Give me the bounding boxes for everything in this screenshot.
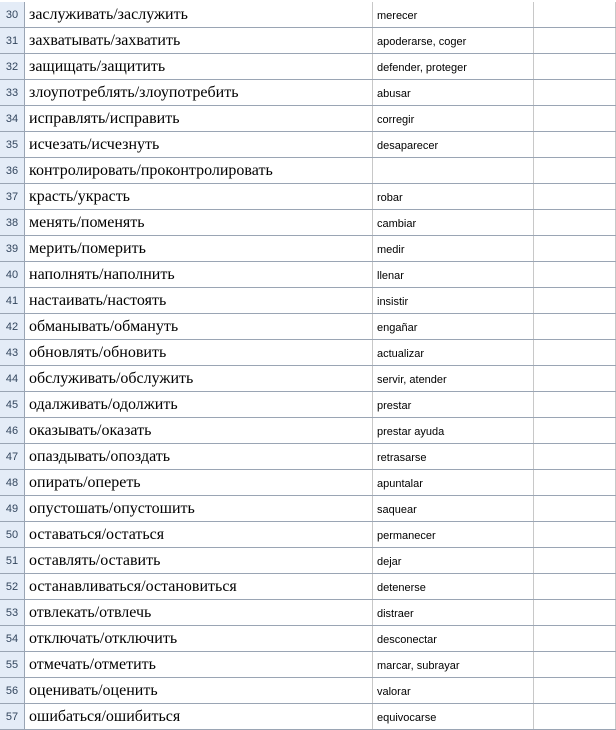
row-number[interactable]: 55 — [0, 652, 25, 677]
spanish-translation-cell[interactable]: detenerse — [373, 574, 534, 599]
empty-cell[interactable] — [534, 210, 616, 235]
row-number[interactable]: 46 — [0, 418, 25, 443]
row-number[interactable]: 40 — [0, 262, 25, 287]
russian-verb-cell[interactable]: исправлять/исправить — [25, 106, 373, 131]
russian-verb-cell[interactable]: опирать/опереть — [25, 470, 373, 495]
table-row — [0, 236, 616, 262]
russian-verb-cell[interactable]: опаздывать/опоздать — [25, 444, 373, 469]
row-number[interactable]: 34 — [0, 106, 25, 131]
spanish-translation-cell[interactable]: prestar — [373, 392, 534, 417]
empty-cell[interactable] — [534, 392, 616, 417]
spanish-translation-cell[interactable]: equivocarse — [373, 704, 534, 729]
empty-cell[interactable] — [534, 652, 616, 677]
row-number[interactable]: 48 — [0, 470, 25, 495]
empty-cell[interactable] — [534, 340, 616, 365]
russian-verb-cell[interactable]: исчезать/исчезнуть — [25, 132, 373, 157]
row-number[interactable]: 35 — [0, 132, 25, 157]
row-number[interactable]: 56 — [0, 678, 25, 703]
table-row — [0, 366, 616, 392]
empty-cell[interactable] — [534, 314, 616, 339]
table-row — [0, 106, 616, 132]
table-row — [0, 2, 616, 28]
rows-container — [0, 2, 616, 730]
russian-verb-cell[interactable]: мерить/померить — [25, 236, 373, 261]
empty-cell[interactable] — [534, 678, 616, 703]
empty-cell[interactable] — [534, 704, 616, 729]
row-number[interactable]: 49 — [0, 496, 25, 521]
russian-verb-cell[interactable]: обманывать/обмануть — [25, 314, 373, 339]
spanish-translation-cell[interactable]: marcar, subrayar — [373, 652, 534, 677]
row-number[interactable]: 57 — [0, 704, 25, 729]
russian-verb-cell[interactable]: обновлять/обновить — [25, 340, 373, 365]
russian-verb-cell[interactable]: контролировать/проконтролировать — [25, 158, 373, 183]
russian-verb-cell[interactable]: заслуживать/заслужить — [25, 2, 373, 27]
row-number[interactable]: 42 — [0, 314, 25, 339]
row-number[interactable]: 37 — [0, 184, 25, 209]
empty-cell[interactable] — [534, 28, 616, 53]
spanish-translation-cell[interactable]: distraer — [373, 600, 534, 625]
table-row — [0, 574, 616, 600]
spanish-translation-cell[interactable]: servir, atender — [373, 366, 534, 391]
row-number[interactable]: 36 — [0, 158, 25, 183]
table-row — [0, 548, 616, 574]
spanish-translation-cell[interactable]: engañar — [373, 314, 534, 339]
spanish-translation-cell[interactable]: saquear — [373, 496, 534, 521]
russian-verb-cell[interactable]: опустошать/опустошить — [25, 496, 373, 521]
table-row — [0, 444, 616, 470]
spanish-translation-cell[interactable]: llenar — [373, 262, 534, 287]
table-row — [0, 80, 616, 106]
table-row — [0, 314, 616, 340]
russian-verb-cell[interactable]: оставаться/остаться — [25, 522, 373, 547]
row-number[interactable]: 51 — [0, 548, 25, 573]
table-row — [0, 184, 616, 210]
table-row — [0, 28, 616, 54]
empty-cell[interactable] — [534, 366, 616, 391]
spanish-translation-cell[interactable]: prestar ayuda — [373, 418, 534, 443]
empty-cell[interactable] — [534, 106, 616, 131]
table-row — [0, 340, 616, 366]
empty-cell[interactable] — [534, 600, 616, 625]
row-number[interactable]: 45 — [0, 392, 25, 417]
table-row — [0, 132, 616, 158]
russian-verb-cell[interactable]: обслуживать/обслужить — [25, 366, 373, 391]
spanish-translation-cell[interactable]: insistir — [373, 288, 534, 313]
table-row — [0, 522, 616, 548]
russian-verb-cell[interactable]: оценивать/оценить — [25, 678, 373, 703]
empty-cell[interactable] — [534, 548, 616, 573]
spanish-translation-cell[interactable]: defender, proteger — [373, 54, 534, 79]
empty-cell[interactable] — [534, 54, 616, 79]
russian-verb-cell[interactable]: злоупотреблять/злоупотребить — [25, 80, 373, 105]
spanish-translation-cell[interactable]: dejar — [373, 548, 534, 573]
table-row — [0, 600, 616, 626]
spanish-translation-cell[interactable]: corregir — [373, 106, 534, 131]
row-number[interactable]: 39 — [0, 236, 25, 261]
empty-cell[interactable] — [534, 184, 616, 209]
spanish-translation-cell[interactable]: desconectar — [373, 626, 534, 651]
row-number[interactable]: 54 — [0, 626, 25, 651]
table-row — [0, 652, 616, 678]
russian-verb-cell[interactable]: красть/украсть — [25, 184, 373, 209]
spanish-translation-cell[interactable]: cambiar — [373, 210, 534, 235]
spanish-translation-cell[interactable]: abusar — [373, 80, 534, 105]
russian-verb-cell[interactable]: оказывать/оказать — [25, 418, 373, 443]
row-number[interactable]: 43 — [0, 340, 25, 365]
row-number[interactable]: 50 — [0, 522, 25, 547]
spanish-translation-cell[interactable]: valorar — [373, 678, 534, 703]
spanish-translation-cell[interactable]: apuntalar — [373, 470, 534, 495]
row-number[interactable]: 44 — [0, 366, 25, 391]
empty-cell[interactable] — [534, 236, 616, 261]
row-number[interactable]: 33 — [0, 80, 25, 105]
spanish-translation-cell[interactable]: apoderarse, coger — [373, 28, 534, 53]
spanish-translation-cell[interactable]: permanecer — [373, 522, 534, 547]
row-number[interactable]: 41 — [0, 288, 25, 313]
empty-cell[interactable] — [534, 262, 616, 287]
empty-cell[interactable] — [534, 418, 616, 443]
empty-cell[interactable] — [534, 626, 616, 651]
russian-verb-cell[interactable]: менять/поменять — [25, 210, 373, 235]
russian-verb-cell[interactable]: оставлять/оставить — [25, 548, 373, 573]
russian-verb-cell[interactable]: отключать/отключить — [25, 626, 373, 651]
empty-cell[interactable] — [534, 80, 616, 105]
spanish-translation-cell[interactable]: merecer — [373, 2, 534, 27]
empty-cell[interactable] — [534, 496, 616, 521]
table-row — [0, 496, 616, 522]
empty-cell[interactable] — [534, 574, 616, 599]
russian-verb-cell[interactable]: захватывать/захватить — [25, 28, 373, 53]
russian-verb-cell[interactable]: настаивать/настоять — [25, 288, 373, 313]
row-number[interactable]: 53 — [0, 600, 25, 625]
row-number[interactable]: 52 — [0, 574, 25, 599]
table-row — [0, 158, 616, 184]
table-row — [0, 210, 616, 236]
table-row — [0, 678, 616, 704]
empty-cell[interactable] — [534, 2, 616, 27]
russian-verb-cell[interactable]: ошибаться/ошибиться — [25, 704, 373, 729]
spreadsheet-grid — [0, 2, 616, 730]
table-row — [0, 392, 616, 418]
table-row — [0, 626, 616, 652]
spanish-translation-cell[interactable]: desaparecer — [373, 132, 534, 157]
table-row — [0, 262, 616, 288]
spanish-translation-cell[interactable]: actualizar — [373, 340, 534, 365]
row-number[interactable]: 30 — [0, 2, 25, 27]
empty-cell[interactable] — [534, 288, 616, 313]
row-number[interactable]: 47 — [0, 444, 25, 469]
russian-verb-cell[interactable]: наполнять/наполнить — [25, 262, 373, 287]
row-number[interactable]: 32 — [0, 54, 25, 79]
russian-verb-cell[interactable]: останавливаться/остановиться — [25, 574, 373, 599]
empty-cell[interactable] — [534, 158, 616, 183]
table-row — [0, 418, 616, 444]
empty-cell[interactable] — [534, 444, 616, 469]
table-row — [0, 470, 616, 496]
spanish-translation-cell[interactable]: robar — [373, 184, 534, 209]
spanish-translation-cell[interactable]: medir — [373, 236, 534, 261]
table-row — [0, 288, 616, 314]
spanish-translation-cell[interactable] — [373, 158, 534, 183]
empty-cell[interactable] — [534, 132, 616, 157]
russian-verb-cell[interactable]: одалживать/одолжить — [25, 392, 373, 417]
russian-verb-cell[interactable]: отвлекать/отвлечь — [25, 600, 373, 625]
spanish-translation-cell[interactable]: retrasarse — [373, 444, 534, 469]
table-row — [0, 54, 616, 80]
empty-cell[interactable] — [534, 470, 616, 495]
russian-verb-cell[interactable]: отмечать/отметить — [25, 652, 373, 677]
row-number[interactable]: 31 — [0, 28, 25, 53]
empty-cell[interactable] — [534, 522, 616, 547]
russian-verb-cell[interactable]: защищать/защитить — [25, 54, 373, 79]
table-row — [0, 704, 616, 730]
row-number[interactable]: 38 — [0, 210, 25, 235]
